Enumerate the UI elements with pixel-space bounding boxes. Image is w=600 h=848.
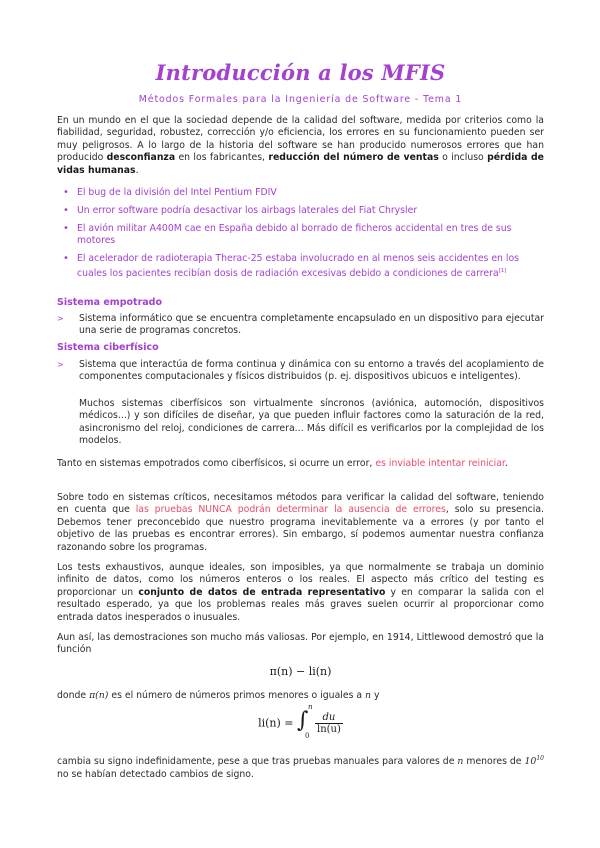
- formula-pi-li: π(n) − li(n): [269, 665, 332, 678]
- list-item: • El bug de la división del Intel Pentium FDIV: [63, 187, 277, 198]
- list-item: • El avión militar A400M cae en España debido al borrado de ficheros accidental en tres de sus motores: [63, 223, 512, 247]
- critical-paragraph: Sobre todo en sistemas críticos, necesitamos métodos para verificar la calidad del software, teniendo en cuenta que las pruebas NUNCA podrán determinar la ausencia de errores, solo su presencia. Debemos tener preconcebido que nuestro programa inevitablemente va a errores (y por tanto el objetivo de las pruebas es encontrar errores). Sin embargo, sí podemos aumentar nuestra confianza razonando sobre los programas.: [57, 492, 545, 553]
- error-paragraph: Tanto en sistemas empotrados como ciberfísicos, si ocurre un error, es inviable intentar reiniciar.: [57, 458, 508, 469]
- page-subtitle: Métodos Formales para la Ingeniería de Software - Tema 1: [138, 94, 463, 105]
- tests-paragraph: Los tests exhaustivos, aunque ideales, son imposibles, ya que normalmente se trabaja un dominio infinito de datos, como los números enteros o los reales. El aspecto más crítico del testing es proporcionar un conjunto de datos de entrada representativo y en comparar la salida con el resultado esperado, ya que los problemas reales más graves suelen ocurrir al proporcionar como entrada datos inesperados o inusuales.: [57, 562, 544, 623]
- embedded-definition: Sistema informático que se encuentra completamente encapsulado en un dispositivo para ejecutar una serie de programas concretos.: [79, 313, 544, 337]
- formula-li-integral: li(n) = ∫ n 0 $\frac{du}{\ln(u)}$: [258, 703, 341, 740]
- littlewood-paragraph: Aun así, las demostraciones son mucho más valiosas. Por ejemplo, en 1914, Littlewood demostró que la función: [57, 632, 544, 656]
- bullet-icon: •: [63, 253, 69, 264]
- bullet-icon: •: [63, 187, 69, 198]
- definition-paragraph: donde π(n) es el número de números primos menores o iguales a n y: [57, 690, 380, 701]
- arrow-icon: >: [57, 314, 64, 323]
- heading-embedded: Sistema empotrado: [57, 297, 162, 308]
- list-item: • El acelerador de radioterapia Therac-25 estaba involucrado en al menos seis accidentes en los cuales los pacientes recibían dosis de radiación excesivas debido a condiciones de carrera[1]: [63, 253, 520, 280]
- intro-paragraph: En un mundo en el que la sociedad depende de la calidad del software, medida por criterios como la fiabilidad, seguridad, robustez, corrección y/o eficiencia, los errores en su funcionamiento pueden ser muy peligrosos. A lo largo de la historia del software se han producido numerosos errores que han producido desconfianza en los fabricantes, reducción del número de ventas o incluso pérdida de vidas humanas.: [57, 115, 544, 176]
- heading-cyber: Sistema ciberfísico: [57, 342, 159, 353]
- list-item: • Un error software podría desactivar los airbags laterales del Fiat Chrysler: [63, 205, 418, 216]
- cyber-definition: Sistema que interactúa de forma continua y dinámica con su entorno a través del acoplamiento de componentes computacionales y físicos distribuidos (p. ej. dispositivos ubicuos e inteligentes).: [79, 359, 544, 383]
- bullet-icon: •: [63, 223, 69, 234]
- cyber-detail: Muchos sistemas ciberfísicos son virtualmente síncronos (aviónica, automoción, dispositivos médicos...) y son difíciles de diseñar, ya que pueden influir factores como la saturación de la red, asincronismo del reloj, condiciones de carrera... Más difícil es verificarlos por la complejidad de los modelos.: [79, 398, 544, 447]
- footnote-ref[interactable]: [1]: [498, 268, 507, 275]
- page-title: Introducción a los MFIS: [155, 60, 446, 85]
- final-paragraph: cambia su signo indefinidamente, pese a que tras pruebas manuales para valores de n menores de $10^{10}$ no se habían detectado cambios de signo.: [57, 755, 544, 780]
- bullet-icon: •: [63, 205, 69, 216]
- arrow-icon: >: [57, 360, 64, 369]
